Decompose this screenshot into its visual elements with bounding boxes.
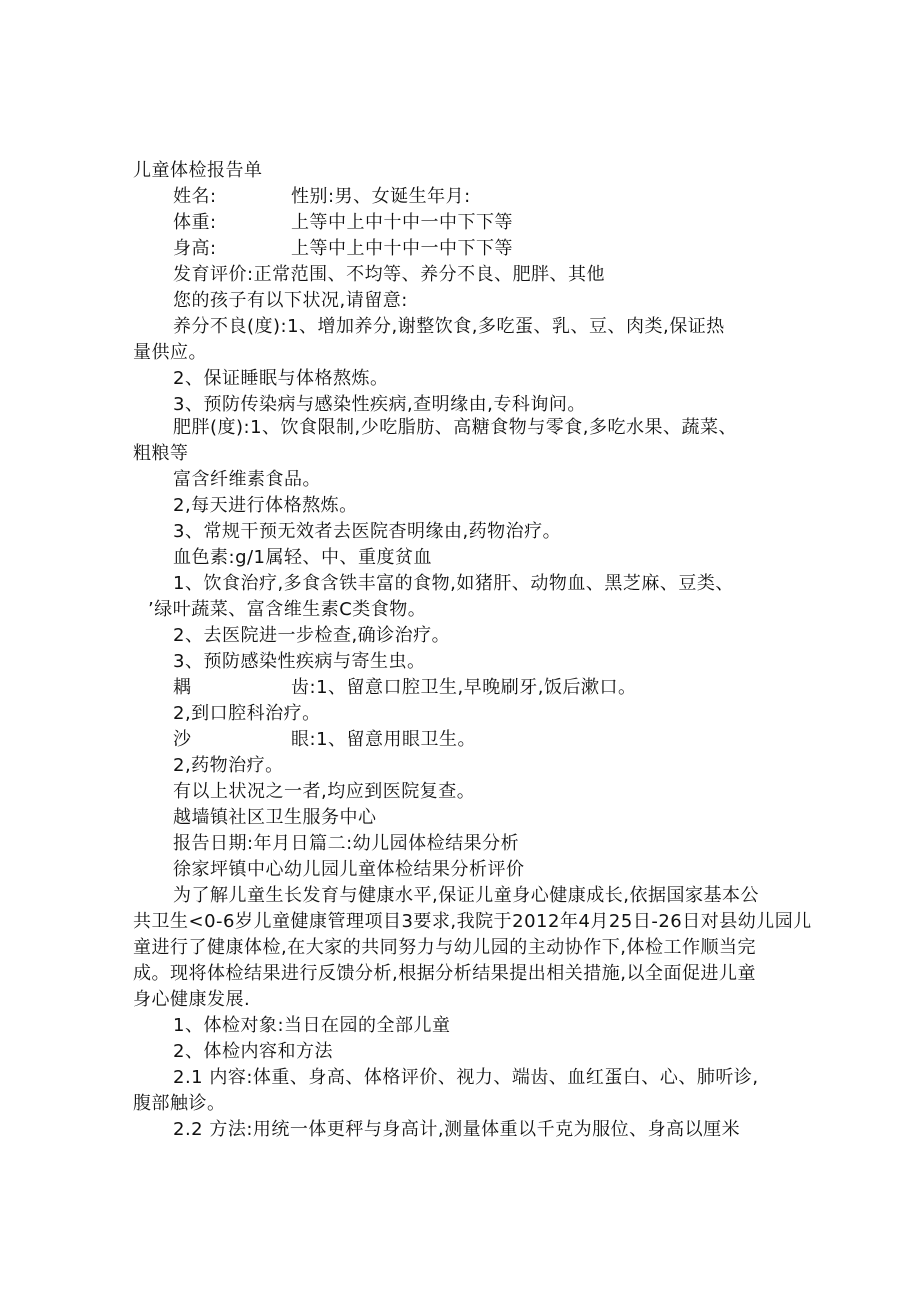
weight-label: 体重: <box>173 212 217 233</box>
health-center-name: 越墙镇社区卫生服务中心 <box>173 807 377 828</box>
trachoma-item-2: 2,药物治疗。 <box>173 755 284 776</box>
section-subtitle: 徐家坪镇中心幼儿园儿童体检结果分析评价 <box>173 859 525 880</box>
anemia-item-2: 2、去医院进一步检查,确诊治疗。 <box>173 625 451 646</box>
intro-paragraph-line-2: 共卫生<0-6岁儿童健康管理项目3要求,我院于2012年4月25日-26日对县幼儿园儿 <box>133 911 812 932</box>
trachoma-label-char: 沙 <box>173 729 192 750</box>
development-evaluation: 发育评价:正常范围、不均等、养分不良、肥胖、其他 <box>173 264 606 285</box>
exam-subjects: 1、体检对象:当日在园的全部儿童 <box>173 1015 451 1036</box>
anemia-item-3: 3、预防感染性疾病与寄生虫。 <box>173 651 426 672</box>
obesity-item-3: 3、常规干预无效者去医院杳明缘由,药物治疗。 <box>173 521 562 542</box>
obesity-item-1: 肥胖(度):1、饮食限制,少吃脂肪、高糖食物与零食,多吃水果、蔬菜、 <box>173 417 738 438</box>
obesity-item-1-cont: 粗粮等 <box>133 443 189 464</box>
malnutrition-item-2: 2、保证睡眠与体格熬炼。 <box>173 368 389 389</box>
notice-line: 您的孩子有以下状况,请留意: <box>173 290 408 311</box>
anemia-item-1: 1、饮食治疗,多食含铁丰富的食物,如猪肝、动物血、黑芝麻、豆类、 <box>173 573 734 594</box>
name-label: 姓名: <box>173 186 217 207</box>
document-title: 儿童体检报告单 <box>133 160 263 181</box>
gender-birth-line: 性别:男、女诞生年月: <box>291 186 471 207</box>
trachoma-item-1: 眼:1、留意用眼卫生。 <box>291 729 477 750</box>
exam-content-2-1-cont: 腹部触诊。 <box>133 1093 226 1114</box>
recheck-notice: 有以上状况之一者,均应到医院复查。 <box>173 781 476 802</box>
height-grades: 上等中上中十中一中下下等 <box>291 238 513 259</box>
caries-label-char: 耦 <box>173 677 192 698</box>
height-label: 身高: <box>173 238 217 259</box>
caries-item-1: 齿:1、留意口腔卫生,早晚刷牙,饭后漱口。 <box>291 677 637 698</box>
malnutrition-item-1-cont: 量供应。 <box>133 342 207 363</box>
obesity-item-2: 2,每天进行体格熬炼。 <box>173 495 358 516</box>
weight-grades: 上等中上中十中一中下下等 <box>291 212 513 233</box>
hemoglobin-line: 血色素:g/1属轻、中、重度贫血 <box>173 547 433 568</box>
intro-paragraph-line-3: 童进行了健康体检,在大家的共同努力与幼儿园的主动协作下,体检工作顺当完 <box>133 937 756 958</box>
malnutrition-item-3: 3、预防传染病与感染性疾病,查明缘由,专科询问。 <box>173 394 586 415</box>
intro-paragraph-line-5: 身心健康发展. <box>133 989 251 1010</box>
intro-paragraph-line-4: 成。现将体检结果进行反馈分析,根据分析结果提出相关措施,以全面促进儿童 <box>133 963 756 984</box>
exam-method-2-2: 2.2 方法:用统一体更秤与身高计,测量体重以千克为服位、身高以厘米 <box>173 1119 741 1140</box>
exam-content-2-1: 2.1 内容:体重、身高、体格评价、视力、端齿、血红蛋白、心、肺听诊, <box>173 1067 759 1088</box>
exam-content-heading: 2、体检内容和方法 <box>173 1041 333 1062</box>
caries-item-2: 2,到口腔科治疗。 <box>173 703 321 724</box>
intro-paragraph-line-1: 为了解儿童生长发育与健康水平,保证儿童身心健康成长,依据国家基本公 <box>173 885 759 906</box>
malnutrition-item-1: 养分不良(度):1、增加养分,谢整饮食,多吃蛋、乳、豆、肉类,保证热 <box>173 316 725 337</box>
report-date-line: 报告日期:年月日篇二:幼儿园体检结果分析 <box>173 833 520 854</box>
anemia-item-1-cont: ’绿叶蔬菜、富含维生素C类食物。 <box>148 599 427 620</box>
obesity-item-1-cont2: 富含纤维素食品。 <box>173 469 321 490</box>
